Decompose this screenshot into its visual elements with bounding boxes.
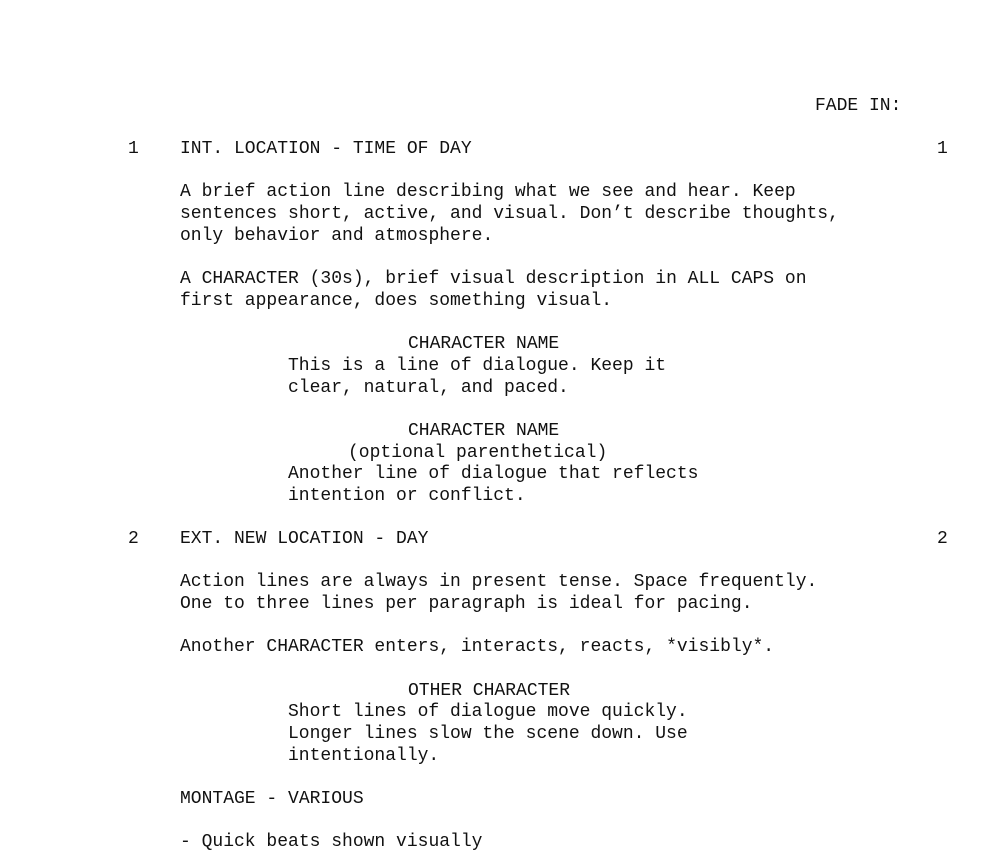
action-line: A brief action line describing what we see and hear. Keep (180, 182, 796, 202)
dialogue-line: Short lines of dialogue move quickly. (288, 702, 688, 722)
scene-number-left: 1 (128, 139, 139, 159)
montage-beat: - Quick beats shown visually (180, 832, 483, 852)
character-cue: CHARACTER NAME (408, 421, 560, 441)
action-line: A CHARACTER (30s), brief visual description in ALL CAPS on (180, 269, 807, 289)
dialogue-line: clear, natural, and paced. (288, 378, 569, 398)
dialogue-line: Another line of dialogue that reflects (288, 464, 699, 484)
dialogue-line: intention or conflict. (288, 486, 526, 506)
action-line: sentences short, active, and visual. Don’t describe thoughts, (180, 204, 839, 224)
action-line: only behavior and atmosphere. (180, 226, 494, 246)
scene-heading: EXT. NEW LOCATION - DAY (180, 529, 429, 549)
character-cue: OTHER CHARACTER (408, 681, 571, 701)
scene-heading: INT. LOCATION - TIME OF DAY (180, 139, 472, 159)
dialogue-line: This is a line of dialogue. Keep it (288, 356, 667, 376)
scene-number-right: 1 (937, 139, 948, 159)
scene-number-right: 2 (937, 529, 948, 549)
action-line: One to three lines per paragraph is ideal for pacing. (180, 594, 753, 614)
character-cue: CHARACTER NAME (408, 334, 560, 354)
parenthetical: (optional parenthetical) (348, 443, 608, 463)
action-line: Action lines are always in present tense. Space frequently. (180, 572, 818, 592)
dialogue-line: intentionally. (288, 746, 440, 766)
dialogue-line: Longer lines slow the scene down. Use (288, 724, 688, 744)
action-line: Another CHARACTER enters, interacts, reacts, *visibly*. (180, 637, 775, 657)
transition-fade-in: FADE IN: (815, 96, 902, 116)
montage-heading: MONTAGE - VARIOUS (180, 789, 364, 809)
scene-number-left: 2 (128, 529, 139, 549)
action-line: first appearance, does something visual. (180, 291, 613, 311)
